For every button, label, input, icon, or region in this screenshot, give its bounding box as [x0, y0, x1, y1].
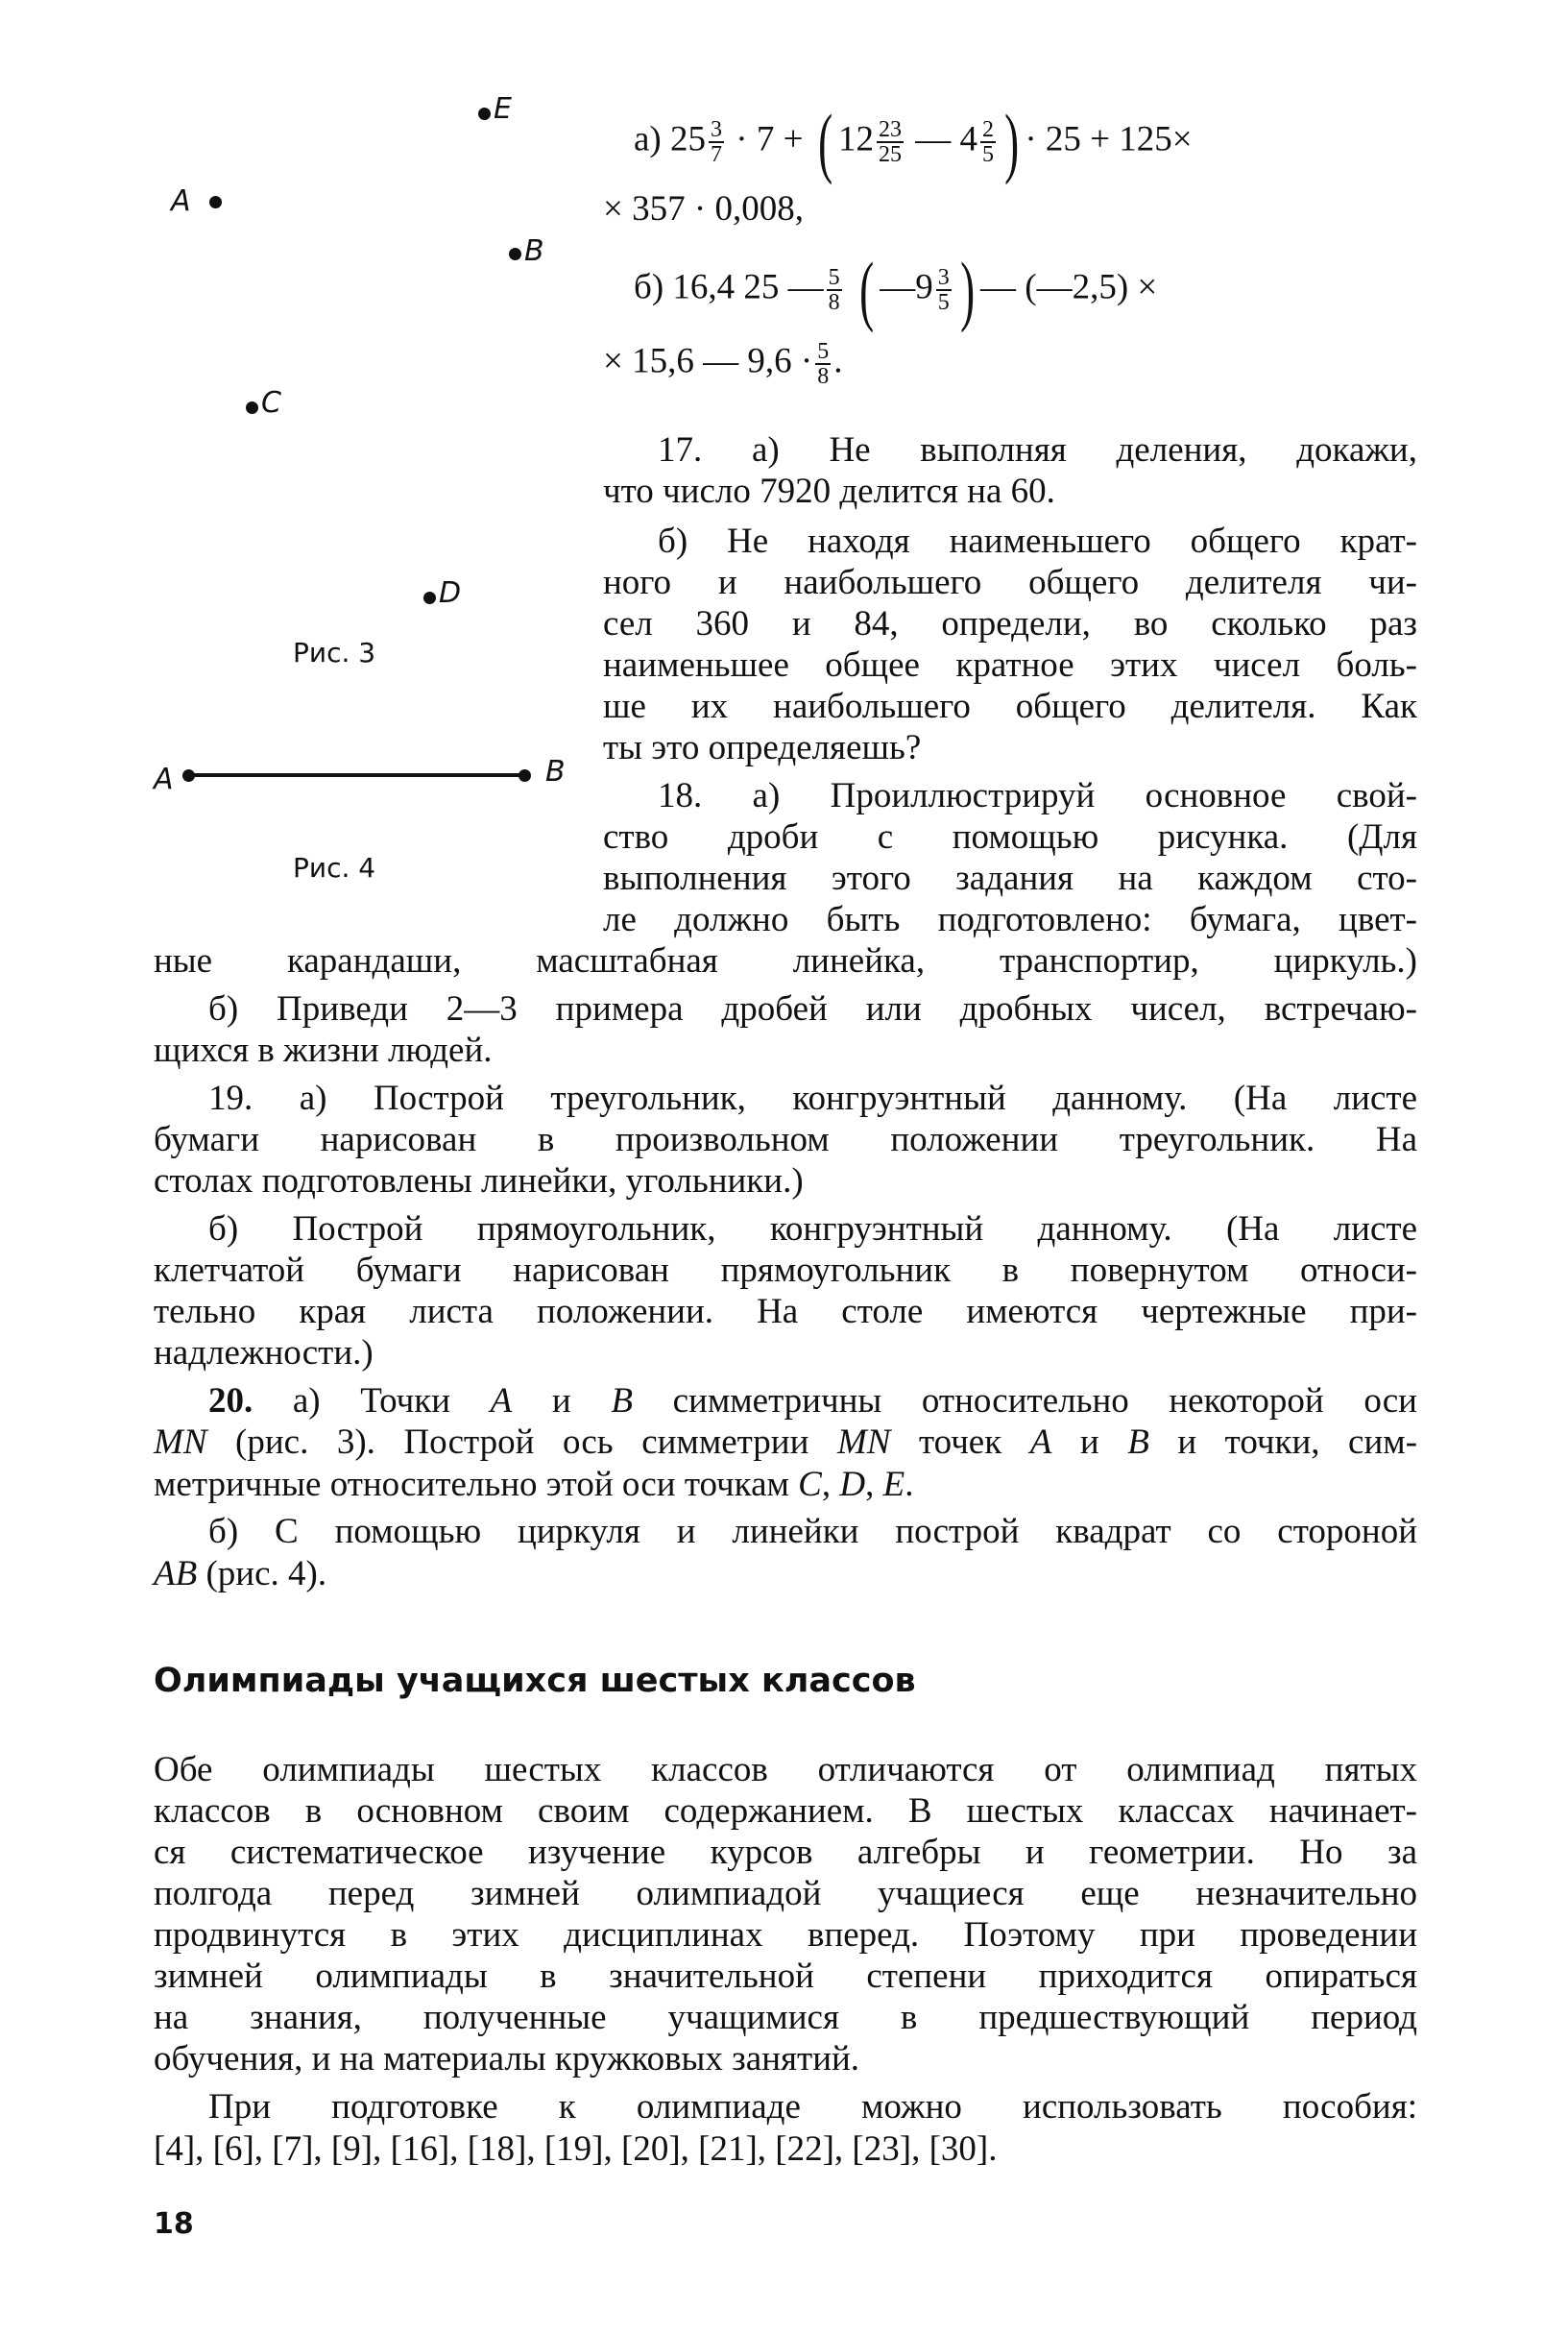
expr-b-line2-text: × 15,6 — 9,6 · [603, 341, 813, 381]
problem-20b-line [154, 1553, 326, 1594]
expression-a-line2: × 357 · 0,008, [603, 189, 804, 229]
problem-18a-line [603, 817, 1417, 859]
problem-20a-line [154, 1422, 1417, 1464]
line-text: б) С помощью циркуля и линейки построй квадрат со стороной [208, 1512, 1417, 1551]
line-text: бумаги нарисован в произвольном положении треугольник. На [154, 1120, 1417, 1159]
intro-line [154, 1915, 1417, 1957]
fraction-num: 2 [982, 117, 995, 142]
problem-17b-line [603, 728, 1417, 769]
line-text: зимней олимпиады в значительной степени приходится опираться [154, 1957, 1417, 1996]
point-a-label: A [171, 184, 191, 218]
fraction [980, 118, 996, 166]
problem-18a-line [603, 859, 1417, 900]
point-ref: A [1029, 1422, 1052, 1462]
fraction-num: 5 [828, 265, 840, 290]
text: (рис. 4). [197, 1554, 327, 1593]
line-text: ше их наибольшего общего делителя. Как [603, 687, 1417, 726]
line-text: ного и наибольшего общего делителя чи- [603, 563, 1417, 602]
problem-18a-line [603, 776, 1417, 817]
aids-line [154, 2087, 1417, 2128]
line-text: классов в основном своим содержанием. В шестых классах начинает- [154, 1791, 1417, 1831]
point-ref: B [611, 1381, 633, 1421]
problem-19a-line [154, 1079, 1417, 1120]
fraction [815, 340, 831, 388]
expr-b-line2-end: . [833, 341, 843, 381]
expr-a-part2: · 7 + [736, 119, 804, 159]
segment-ab-line [188, 773, 524, 777]
problem-19a-line [154, 1120, 1417, 1161]
fraction [936, 266, 952, 314]
text: и [512, 1381, 612, 1421]
paren-open: ( [817, 98, 832, 185]
point-ref: C [798, 1465, 822, 1504]
text: (рис. 3). Построй ось симметрии [206, 1422, 837, 1462]
point-d-label: D [439, 576, 462, 610]
line-text: 17. а) Не выполняя деления, докажи, [658, 430, 1417, 470]
segment-a-dot [182, 769, 195, 782]
expr-a-label: а) 25 [634, 119, 706, 159]
text: а) Точки [253, 1381, 491, 1421]
text: точек [890, 1422, 1030, 1462]
line-text: выполнения этого задания на каждом сто- [603, 859, 1417, 898]
line-text: 18. а) Проиллюстрируй основное свой- [658, 776, 1417, 815]
fraction-den: 8 [817, 364, 830, 389]
line-text: тельно края листа положении. На столе имеются чертежные при- [154, 1292, 1417, 1331]
point-b-label: B [524, 234, 544, 268]
point-c-label: C [261, 386, 281, 420]
fraction-den: 8 [828, 290, 840, 315]
expression-a-line1 [634, 98, 1193, 185]
problem-17b-line [603, 687, 1417, 728]
expr-b-label: б) 16,4 25 — [634, 267, 824, 307]
intro-line [154, 1791, 1417, 1833]
fraction [877, 118, 904, 166]
problem-18a-line [154, 941, 1417, 983]
segment-b-dot [519, 769, 531, 782]
intro-line [154, 1833, 1417, 1874]
point-ref: B [1127, 1422, 1149, 1462]
point-c-dot [246, 401, 258, 414]
problem-20a-line [154, 1381, 1417, 1422]
line-text: столах подготовлены линейки, угольники.) [154, 1161, 804, 1201]
text: метричные относительно этой оси точкам [154, 1465, 799, 1504]
problem-20b-line [154, 1512, 1417, 1553]
fraction-den: 5 [937, 290, 950, 315]
point-e-label: E [494, 92, 512, 126]
point-a-dot [209, 196, 222, 208]
intro-line [154, 1874, 1417, 1915]
text: , [865, 1465, 883, 1504]
fraction-num: 23 [879, 117, 903, 142]
aids-line: [4], [6], [7], [9], [16], [18], [19], [20], [21], [22], [23], [30]. [154, 2129, 998, 2169]
fraction-den: 5 [982, 142, 995, 167]
problem-20a-line [154, 1464, 913, 1505]
line-text: щихся в жизни людей. [154, 1031, 493, 1070]
intro-line [154, 2039, 1417, 2080]
page-number: 18 [154, 2207, 194, 2241]
fraction-den: 25 [879, 142, 903, 167]
line-text: на знания, полученные учащимися в предшествующий период [154, 1998, 1417, 2037]
line-text: 19. а) Построй треугольник, конгруэнтный данному. (На листе [208, 1079, 1417, 1118]
paren-close: ) [959, 246, 975, 333]
text: и точки, сим- [1148, 1422, 1418, 1462]
line-text: наименьшее общее кратное этих чисел боль- [603, 645, 1417, 685]
text: симметричны относительно некоторой оси [632, 1381, 1417, 1421]
point-d-dot [423, 592, 436, 604]
point-ref: A [490, 1381, 513, 1421]
expression-b-line1 [634, 246, 1158, 333]
problem-17b-line [603, 645, 1417, 687]
line-text: ле должно быть подготовлено: бумага, цвет- [603, 900, 1417, 939]
point-ref: D [839, 1465, 866, 1504]
figure-3-caption: Рис. 3 [293, 637, 376, 669]
expression-b-line2 [603, 340, 842, 388]
line-text: б) Построй прямоугольник, конгруэнтный данному. (На листе [208, 1209, 1417, 1249]
expr-b-part3: — (—2,5) × [980, 267, 1158, 307]
problem-17b-line [603, 522, 1417, 563]
point-b-dot [509, 248, 521, 260]
expr-a-part3: 12 [838, 119, 875, 159]
expr-a-part4: — 4 [915, 119, 978, 159]
intro-line [154, 1998, 1417, 2039]
intro-line [154, 1957, 1417, 1998]
segment-b-label: B [545, 755, 566, 789]
expr-b-part2: —9 [880, 267, 933, 307]
line-text: При подготовке к олимпиаде можно использовать пособия: [208, 2087, 1417, 2127]
problem-number: 20. [208, 1381, 253, 1421]
point-ref: E [882, 1465, 905, 1504]
segment-ref: AB [154, 1554, 198, 1593]
paren-open: ( [859, 246, 875, 333]
fraction-num: 3 [937, 265, 950, 290]
line-text: надлежности.) [154, 1333, 374, 1373]
line-text: полгода перед зимней олимпиадой учащиеся еще незначительно [154, 1874, 1417, 1913]
problem-17a-line [603, 430, 1417, 472]
fraction-den: 7 [711, 142, 722, 167]
line-text: ные карандаши, масштабная линейка, транспортир, циркуль.) [154, 941, 1417, 981]
axis-ref: MN [154, 1422, 207, 1462]
line-text: ты это определяешь? [603, 728, 922, 767]
line-text: б) Не находя наименьшего общего крат- [658, 522, 1417, 561]
point-e-dot [478, 108, 491, 120]
segment-a-label: A [154, 763, 174, 796]
expr-a-part5: · 25 + 125× [1025, 119, 1193, 159]
problem-18b-line [154, 989, 1417, 1031]
figure-4-caption: Рис. 4 [293, 852, 376, 884]
problem-17a-line [603, 472, 1417, 513]
fraction [827, 266, 842, 314]
problem-19b-line [154, 1292, 1417, 1333]
line-text: сел 360 и 84, определи, во сколько раз [603, 604, 1417, 644]
line-text: продвинутся в этих дисциплинах вперед. Поэтому при проведении [154, 1915, 1417, 1955]
line-text: ство дроби с помощью рисунка. (Для [603, 817, 1417, 857]
intro-line [154, 1750, 1417, 1791]
problem-19a-line [154, 1161, 1417, 1203]
paren-close: ) [1004, 98, 1020, 185]
problem-17b-line [603, 604, 1417, 645]
problem-18b-line [154, 1031, 1417, 1072]
text: , [821, 1465, 840, 1504]
line-text: ся систематическое изучение курсов алгебры и геометрии. Но за [154, 1833, 1417, 1872]
fraction-num: 3 [711, 117, 722, 142]
fraction-num: 5 [817, 339, 830, 364]
line-text: Обе олимпиады шестых классов отличаются от олимпиад пятых [154, 1750, 1417, 1789]
line-text: обучения, и на материалы кружковых занятий. [154, 2039, 860, 2079]
line-text: б) Приведи 2—3 примера дробей или дробных чисел, встречаю- [208, 989, 1417, 1029]
problem-18a-line [603, 900, 1417, 941]
axis-ref: MN [836, 1422, 891, 1462]
problem-19b-line [154, 1251, 1417, 1292]
section-heading: Олимпиады учащихся шестых классов [154, 1662, 916, 1700]
line-text: клетчатой бумаги нарисован прямоугольник в повернутом относи- [154, 1251, 1417, 1290]
problem-17b-line [603, 563, 1417, 604]
problem-19b-line [154, 1333, 1417, 1374]
text: и [1051, 1422, 1128, 1462]
text: . [905, 1465, 914, 1504]
line-text: что число 7920 делится на 60. [603, 472, 1055, 511]
fraction [709, 118, 724, 166]
problem-19b-line [154, 1209, 1417, 1251]
